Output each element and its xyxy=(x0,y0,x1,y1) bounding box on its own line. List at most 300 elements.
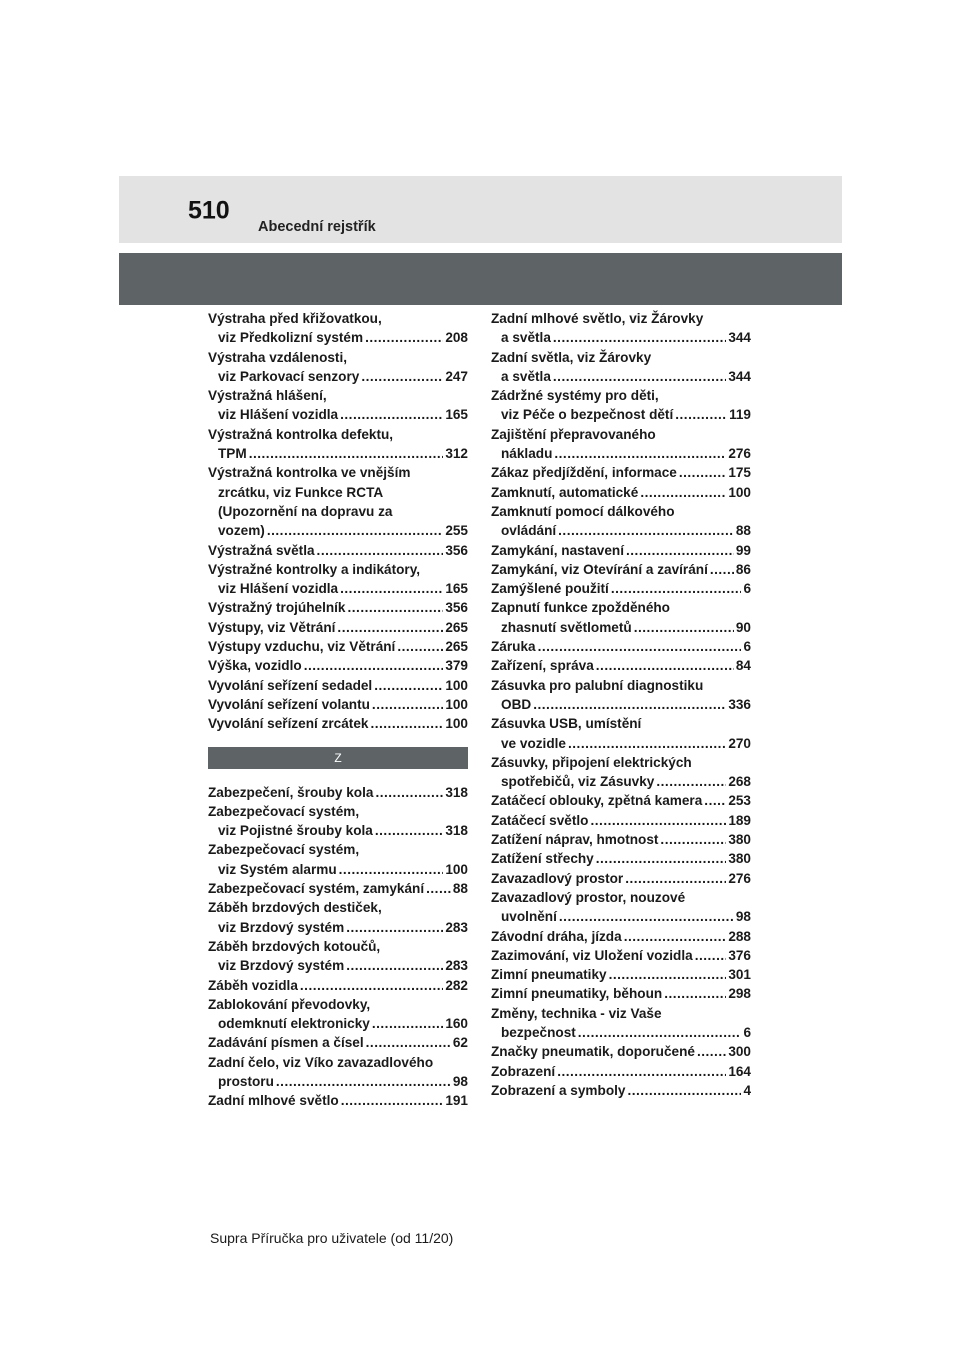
index-entry-text: viz Brzdový systém xyxy=(218,919,345,935)
dot-leader xyxy=(375,821,443,840)
dot-leader xyxy=(660,830,726,849)
index-entry xyxy=(491,348,751,387)
index-entry-line: Zásuvka USB, umístění xyxy=(491,716,642,732)
index-entry-last-line xyxy=(208,405,468,424)
index-entry-last-line xyxy=(208,637,468,656)
index-entry xyxy=(491,753,751,792)
index-entry xyxy=(491,560,751,579)
index-entry-last-line xyxy=(491,521,751,540)
index-page-number: 268 xyxy=(728,774,751,790)
index-entry-text: ovládání xyxy=(501,523,557,539)
footer-text: Supra Příručka pro uživatele (od 11/20) xyxy=(210,1230,454,1246)
index-page-number: 164 xyxy=(728,1063,751,1079)
index-page-number: 84 xyxy=(735,658,751,674)
dot-leader xyxy=(374,676,443,695)
index-entry xyxy=(208,783,468,802)
dot-leader xyxy=(554,444,726,463)
index-entry-last-line xyxy=(491,444,751,463)
index-entry-text: Zatížení náprav, hmotnost xyxy=(491,832,659,848)
index-entry xyxy=(208,879,468,898)
index-entry-line: (Upozornění na dopravu za xyxy=(218,503,393,519)
index-entry xyxy=(491,984,751,1003)
index-page-number: 283 xyxy=(445,919,468,935)
index-entry-text: Výstupy, viz Větrání xyxy=(208,619,336,635)
index-entry xyxy=(208,898,468,937)
index-entry xyxy=(491,1042,751,1061)
index-page-number: 298 xyxy=(728,986,751,1002)
index-entry xyxy=(491,425,751,464)
index-entry-line: Výstraha vzdálenosti, xyxy=(208,349,348,365)
index-entry-last-line xyxy=(208,367,468,386)
index-entry-text: Zamykání, viz Otevírání a zavírání xyxy=(491,561,708,577)
dot-leader xyxy=(697,1042,726,1061)
index-entry-last-line xyxy=(208,541,468,560)
index-entry-text: Zákaz předjíždění, informace xyxy=(491,465,677,481)
index-entry-last-line xyxy=(208,676,468,695)
index-entry-last-line xyxy=(491,946,751,965)
dot-leader xyxy=(553,367,726,386)
dot-leader xyxy=(568,734,726,753)
index-entry-last-line xyxy=(491,1023,751,1042)
index-page-number: 4 xyxy=(743,1082,751,1098)
index-entry xyxy=(491,849,751,868)
index-page-number: 255 xyxy=(445,523,468,539)
index-entry xyxy=(208,309,468,348)
dot-leader xyxy=(365,328,443,347)
index-page-number: 98 xyxy=(735,909,751,925)
index-entry-last-line xyxy=(491,907,751,926)
index-entry xyxy=(491,927,751,946)
index-entry-text: a světla xyxy=(501,330,551,346)
index-entry-text: Zadávání písmen a čísel xyxy=(208,1035,364,1051)
dot-leader xyxy=(267,521,443,540)
index-entry xyxy=(491,965,751,984)
index-page-number: 100 xyxy=(445,716,468,732)
index-page-number: 265 xyxy=(445,619,468,635)
index-entry-line: Záběh brzdových kotoučů, xyxy=(208,938,381,954)
index-entry-text: Zadní mlhové světlo xyxy=(208,1093,339,1109)
index-entry-text: Zobrazení xyxy=(491,1063,556,1079)
index-entry-text: Výška, vozidlo xyxy=(208,658,302,674)
index-entry xyxy=(208,676,468,695)
dot-leader xyxy=(300,976,443,995)
index-entry xyxy=(491,1062,751,1081)
dot-leader xyxy=(625,869,726,888)
index-entry-last-line xyxy=(491,811,751,830)
index-entry-last-line xyxy=(208,328,468,347)
index-entry-text: Zobrazení a symboly xyxy=(491,1082,626,1098)
index-entry-last-line xyxy=(208,918,468,937)
index-entry-last-line xyxy=(491,367,751,386)
dot-leader xyxy=(627,1081,741,1100)
dot-leader xyxy=(710,560,734,579)
dot-leader xyxy=(397,637,443,656)
index-entry-text: vozem) xyxy=(218,523,265,539)
index-page-number: 376 xyxy=(728,947,751,963)
index-entry xyxy=(491,791,751,810)
dot-leader xyxy=(675,405,727,424)
index-entry-line: Zabezpečovací systém, xyxy=(208,803,360,819)
index-entry-text: a světla xyxy=(501,368,551,384)
index-entry xyxy=(208,598,468,617)
index-entry-last-line xyxy=(208,976,468,995)
index-column-left xyxy=(208,309,468,1111)
index-page-number: 6 xyxy=(743,1024,751,1040)
index-entry-last-line xyxy=(491,463,751,482)
index-page-number: 356 xyxy=(445,600,468,616)
index-entry-text: odemknutí elektronicky xyxy=(218,1016,370,1032)
dot-leader xyxy=(596,849,727,868)
index-entry-text: ve vozidle xyxy=(501,735,566,751)
index-entry-text: Značky pneumatik, doporučené xyxy=(491,1044,695,1060)
index-entry-text: Zimní pneumatiky xyxy=(491,967,607,983)
index-page-number: 247 xyxy=(445,368,468,384)
index-entry-line: Zádržné systémy pro děti, xyxy=(491,388,659,404)
index-entry-line: Zavazadlový prostor, nouzové xyxy=(491,889,686,905)
index-entry-last-line xyxy=(491,328,751,347)
index-page-number: 86 xyxy=(735,561,751,577)
index-page-number: 336 xyxy=(728,696,751,712)
index-page-number: 318 xyxy=(445,784,468,800)
index-entry-text: Zabezpečení, šrouby kola xyxy=(208,784,374,800)
index-entry-text: Výstupy vzduchu, viz Větrání xyxy=(208,639,396,655)
index-entry xyxy=(491,869,751,888)
index-entry xyxy=(208,1053,468,1092)
index-entry-last-line xyxy=(491,1081,751,1100)
index-entry-last-line xyxy=(208,598,468,617)
dot-leader xyxy=(578,1023,742,1042)
index-page-number: 88 xyxy=(735,523,751,539)
dot-leader xyxy=(695,946,727,965)
index-entry xyxy=(491,579,751,598)
index-entry-text: viz Pojistné šrouby kola xyxy=(218,823,373,839)
index-entry-text: bezpečnost xyxy=(501,1024,576,1040)
index-entry-line: Zadní mlhové světlo, viz Žárovky xyxy=(491,311,704,326)
index-entry-last-line xyxy=(491,656,751,675)
index-page-number: 300 xyxy=(728,1044,751,1060)
index-entry-last-line xyxy=(208,579,468,598)
index-page-number: 344 xyxy=(728,330,751,346)
index-entry xyxy=(208,386,468,425)
index-entry-last-line xyxy=(208,1091,468,1110)
dot-leader xyxy=(339,860,444,879)
index-page-number: 175 xyxy=(728,465,751,481)
index-page-number: 165 xyxy=(445,407,468,423)
header-dark-band xyxy=(119,253,842,305)
dot-leader xyxy=(249,444,444,463)
index-entry-last-line xyxy=(491,579,751,598)
index-entry xyxy=(208,1033,468,1052)
index-page-number: 380 xyxy=(728,832,751,848)
index-entry xyxy=(491,676,751,715)
index-entry-text: Zamykání, nastavení xyxy=(491,542,624,558)
index-entry xyxy=(208,618,468,637)
index-entry xyxy=(491,830,751,849)
index-entry-last-line xyxy=(491,405,751,424)
index-entry xyxy=(208,976,468,995)
index-entry-line: Zapnutí funkce zpožděného xyxy=(491,600,670,616)
dot-leader xyxy=(679,463,726,482)
index-entry-text: viz Péče o bezpečnost dětí xyxy=(501,407,674,423)
index-entry-text: Zamknutí, automatické xyxy=(491,484,639,500)
dot-leader xyxy=(276,1072,451,1091)
dot-leader xyxy=(624,927,727,946)
index-entry xyxy=(491,541,751,560)
dot-leader xyxy=(370,714,443,733)
index-entry-last-line xyxy=(208,1014,468,1033)
index-entry xyxy=(491,1081,751,1100)
dot-leader xyxy=(304,656,444,675)
index-page-number: 88 xyxy=(452,881,468,897)
index-entry-last-line xyxy=(208,618,468,637)
dot-leader xyxy=(664,984,726,1003)
index-entry-line: Zabezpečovací systém, xyxy=(208,842,360,858)
index-entry xyxy=(208,1091,468,1110)
index-entry-text: spotřebičů, viz Zásuvky xyxy=(501,774,655,790)
index-column-right xyxy=(491,309,751,1100)
dot-leader xyxy=(317,541,444,560)
dot-leader xyxy=(340,579,443,598)
index-entry-text: Vyvolání seřízení volantu xyxy=(208,696,370,712)
dot-leader xyxy=(372,1014,443,1033)
dot-leader xyxy=(553,328,726,347)
index-entry-last-line xyxy=(208,714,468,733)
index-entry-line: Zamknutí pomocí dálkového xyxy=(491,503,675,519)
index-entry-text: Zavazadlový prostor xyxy=(491,870,624,886)
dot-leader xyxy=(372,695,443,714)
index-entry-text: Výstražný trojúhelník xyxy=(208,600,346,616)
index-entry-text: prostoru xyxy=(218,1073,274,1089)
index-entry xyxy=(491,1004,751,1043)
dot-leader xyxy=(341,1091,444,1110)
dot-leader xyxy=(538,637,742,656)
dot-leader xyxy=(557,1062,726,1081)
index-entry-text: Zařízení, správa xyxy=(491,658,594,674)
index-entry xyxy=(208,714,468,733)
index-entry-text: Záruka xyxy=(491,639,536,655)
index-entries-z-continued xyxy=(491,309,751,1100)
index-entry-line: Zadní čelo, viz Víko zavazadlového xyxy=(208,1054,434,1070)
index-entry xyxy=(491,811,751,830)
index-entry-last-line xyxy=(491,483,751,502)
index-entry-text: OBD xyxy=(501,696,532,712)
index-entry-text: viz Parkovací senzory xyxy=(218,368,360,384)
dot-leader xyxy=(559,907,734,926)
index-entry-text: Zabezpečovací systém, zamykání xyxy=(208,881,425,897)
index-page-number: 265 xyxy=(445,639,468,655)
index-entry-line: zrcátku, viz Funkce RCTA xyxy=(218,484,384,500)
index-entry-line: Záběh brzdových destiček, xyxy=(208,900,382,916)
index-entry-line: Zadní světla, viz Žárovky xyxy=(491,349,652,365)
index-entry-text: Zamýšlené použití xyxy=(491,581,609,597)
index-page-number: 99 xyxy=(735,542,751,558)
index-page-number: 379 xyxy=(445,658,468,674)
index-entry-last-line xyxy=(491,560,751,579)
section-title: Abecední rejstřík xyxy=(258,219,376,235)
index-entry-last-line xyxy=(491,541,751,560)
dot-leader xyxy=(596,656,734,675)
index-entry xyxy=(208,425,468,464)
index-entry-line: Výstražná kontrolka defektu, xyxy=(208,426,394,442)
dot-leader xyxy=(626,541,734,560)
index-entry-last-line xyxy=(491,1062,751,1081)
dot-leader xyxy=(640,483,726,502)
index-page-number: 282 xyxy=(445,977,468,993)
index-entry-line: Zajištění přepravovaného xyxy=(491,426,656,442)
index-entry-last-line xyxy=(208,879,468,898)
dot-leader xyxy=(347,598,443,617)
index-page-number: 312 xyxy=(445,446,468,462)
index-entry-last-line xyxy=(208,821,468,840)
index-entry-last-line xyxy=(208,956,468,975)
dot-leader xyxy=(426,879,451,898)
index-entry-last-line xyxy=(491,637,751,656)
index-page-number: 253 xyxy=(728,793,751,809)
index-page-number: 100 xyxy=(728,484,751,500)
index-entry-text: Záběh vozidla xyxy=(208,977,298,993)
dot-leader xyxy=(346,956,443,975)
index-entry xyxy=(491,386,751,425)
dot-leader xyxy=(340,405,443,424)
index-entry-last-line xyxy=(208,1033,468,1052)
index-entry-text: viz Předkolizní systém xyxy=(218,330,364,346)
index-page-number: 90 xyxy=(735,619,751,635)
index-entry-last-line xyxy=(491,830,751,849)
index-page-number: 100 xyxy=(445,677,468,693)
dot-leader xyxy=(656,772,726,791)
index-entry-text: Výstražná světla xyxy=(208,542,315,558)
index-entry xyxy=(208,560,468,599)
index-entry-line: Výstražné kontrolky a indikátory, xyxy=(208,561,421,577)
letter-heading-z: Z xyxy=(208,747,468,769)
index-entry xyxy=(208,802,468,841)
index-entry xyxy=(208,348,468,387)
index-entry-line: Zablokování převodovky, xyxy=(208,996,371,1012)
index-page-number: 270 xyxy=(728,735,751,751)
index-entry xyxy=(491,502,751,541)
index-entry-text: Vyvolání seřízení sedadel xyxy=(208,677,373,693)
index-entry-last-line xyxy=(208,783,468,802)
index-page-number: 100 xyxy=(445,861,468,877)
index-entry-last-line xyxy=(491,695,751,714)
index-entry-text: Vyvolání seřízení zrcátek xyxy=(208,716,369,732)
dot-leader xyxy=(346,918,443,937)
index-entry-text: viz Hlášení vozidla xyxy=(218,581,339,597)
index-entry-line: Změny, technika - viz Vaše xyxy=(491,1005,662,1021)
index-entry-text: nákladu xyxy=(501,446,553,462)
index-entry xyxy=(208,695,468,714)
index-page-number: 208 xyxy=(445,330,468,346)
index-entry xyxy=(208,840,468,879)
index-page-number: 98 xyxy=(452,1073,468,1089)
index-page-number: 356 xyxy=(445,542,468,558)
index-page-number: 165 xyxy=(445,581,468,597)
index-entry-text: viz Brzdový systém xyxy=(218,958,345,974)
index-entry-last-line xyxy=(491,984,751,1003)
dot-leader xyxy=(533,695,726,714)
index-entry xyxy=(208,937,468,976)
index-entry xyxy=(208,637,468,656)
index-page-number: 189 xyxy=(728,812,751,828)
index-entry-text: TPM xyxy=(218,446,247,462)
index-page-number: 318 xyxy=(445,823,468,839)
index-entry-line: Výstražná hlášení, xyxy=(208,388,327,404)
dot-leader xyxy=(609,965,727,984)
index-entry xyxy=(491,598,751,637)
index-page-number: 62 xyxy=(452,1035,468,1051)
index-page-number: 344 xyxy=(728,368,751,384)
index-page-number: 160 xyxy=(445,1016,468,1032)
index-entry xyxy=(491,714,751,753)
index-entry-last-line xyxy=(491,869,751,888)
index-entry-last-line xyxy=(491,1042,751,1061)
index-entry-line: Zásuvka pro palubní diagnostiku xyxy=(491,677,704,693)
index-entry xyxy=(491,656,751,675)
index-entry-last-line xyxy=(208,695,468,714)
dot-leader xyxy=(704,791,726,810)
index-entry xyxy=(491,463,751,482)
index-entry-last-line xyxy=(491,772,751,791)
index-entry-text: viz Systém alarmu xyxy=(218,861,337,877)
dot-leader xyxy=(634,618,734,637)
index-entry-last-line xyxy=(208,656,468,675)
index-entry-text: viz Hlášení vozidla xyxy=(218,407,339,423)
index-entry xyxy=(208,656,468,675)
index-entry-text: Zatížení střechy xyxy=(491,851,594,867)
dot-leader xyxy=(366,1033,451,1052)
index-page-number: 6 xyxy=(743,639,751,655)
index-page-number: 283 xyxy=(445,958,468,974)
index-entry-line: Zásuvky, připojení elektrických xyxy=(491,754,692,770)
index-entry xyxy=(208,541,468,560)
index-entry-last-line xyxy=(208,521,468,540)
index-entry-text: Zimní pneumatiky, běhoun xyxy=(491,986,663,1002)
index-page-number: 119 xyxy=(729,407,751,423)
index-entry-last-line xyxy=(491,965,751,984)
index-page-number: 6 xyxy=(743,581,751,597)
index-entry-last-line xyxy=(208,1072,468,1091)
index-entries-v xyxy=(208,309,468,734)
index-page-number: 301 xyxy=(728,967,751,983)
dot-leader xyxy=(558,521,734,540)
index-entry-text: Zazimování, viz Uložení vozidla xyxy=(491,947,693,963)
index-entry-last-line xyxy=(208,444,468,463)
index-page-number: 380 xyxy=(728,851,751,867)
index-entry xyxy=(491,888,751,927)
index-page-number: 276 xyxy=(728,446,751,462)
index-entry xyxy=(208,995,468,1034)
dot-leader xyxy=(611,579,742,598)
index-entry-last-line xyxy=(491,791,751,810)
index-entry-text: Závodní dráha, jízda xyxy=(491,928,622,944)
dot-leader xyxy=(337,618,443,637)
index-entry-line: Výstražná kontrolka ve vnějším xyxy=(208,465,411,481)
index-entries-z xyxy=(208,783,468,1111)
dot-leader xyxy=(590,811,726,830)
index-entry-line: Výstraha před křižovatkou, xyxy=(208,311,382,326)
index-entry-last-line xyxy=(491,927,751,946)
index-entry-last-line xyxy=(208,860,468,879)
page-number: 510 xyxy=(188,196,230,225)
index-entry-text: zhasnutí světlometů xyxy=(501,619,632,635)
index-entry-text: Zatáčecí světlo xyxy=(491,812,589,828)
index-entry-text: Zatáčecí oblouky, zpětná kamera xyxy=(491,793,703,809)
index-entry-text: uvolnění xyxy=(501,909,557,925)
index-entry-last-line xyxy=(491,849,751,868)
index-page-number: 276 xyxy=(728,870,751,886)
dot-leader xyxy=(375,783,443,802)
index-page-number: 288 xyxy=(728,928,751,944)
